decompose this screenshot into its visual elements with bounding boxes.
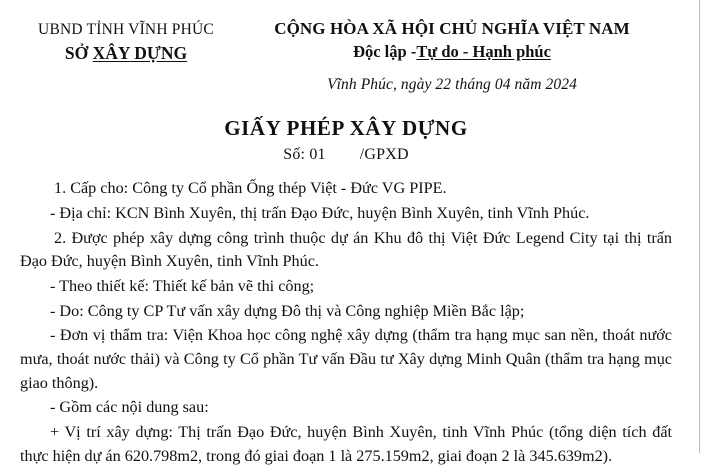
document-header: [20, 16, 672, 94]
national-title: CỘNG HÒA XÃ HỘI CHỦ NGHĨA VIỆT NAM: [274, 19, 630, 38]
national-motto: [232, 41, 672, 63]
issuing-authority-block: [20, 16, 232, 66]
place-and-date: Vĩnh Phúc, ngày 22 tháng 04 năm 2024: [327, 76, 577, 94]
motto-rest: Tự do - Hạnh phúc: [416, 42, 551, 62]
body-paragraph: 1. Cấp cho: Công ty Cổ phần Ống thép Việt - Đức VG PIPE.: [54, 179, 447, 198]
issuing-authority-province: UBND TỈNH VĨNH PHÚC: [38, 21, 214, 38]
body-paragraph: - Do: Công ty CP Tư vấn xây dựng Đô thị và Công nghiệp Miền Bắc lập;: [50, 301, 525, 320]
body-paragraph: - Theo thiết kế: Thiết kế bản vẽ thi công;: [50, 276, 315, 295]
body-paragraph: - Gồm các nội dung sau:: [50, 398, 209, 417]
motto-prefix: Độc lập -: [353, 42, 417, 62]
issuing-authority-department: [20, 42, 232, 66]
body-paragraph: - Địa chỉ: KCN Bình Xuyên, thị trấn Đạo Đức, huyện Bình Xuyên, tinh Vĩnh Phúc.: [50, 204, 590, 223]
body-paragraph: 2. Được phép xây dựng công trình thuộc dự án Khu đô thị Việt Đức Legend City tại thị trấn Đạo Đức, huyện Bình Xuyên, tinh Vĩnh Phúc.: [20, 228, 672, 271]
page-title: GIẤY PHÉP XÂY DỰNG: [224, 116, 468, 141]
department-prefix: SỞ: [64, 42, 93, 63]
document-number-suffix: /GPXD: [359, 146, 409, 164]
page-right-margin: [699, 0, 710, 453]
document-number: [20, 146, 672, 164]
document-body: [20, 177, 672, 468]
body-paragraph: + Vị trí xây dựng: Thị trấn Đạo Đức, huyện Bình Xuyên, tinh Vĩnh Phúc (tổng diện tích đất thực hiện dự án 620.798m2, trong đó giai đoạn 1 là 275.159m2, giai đoạn 2 là 345.639m2).: [20, 422, 672, 465]
document-number-value: Số: 01: [283, 146, 326, 164]
body-paragraph: - Đơn vị thẩm tra: Viện Khoa học công nghệ xây dựng (thẩm tra hạng mục san nền, thoát nước mưa, thoát nước thải) và Công ty Cổ phần Tư vấn Đầu tư Xây dựng Minh Quân (thẩm tra hạng mục giao thông).: [20, 326, 672, 392]
document-title-block: [20, 116, 672, 164]
national-heading-block: [232, 16, 672, 94]
department-name: XÂY DỰNG: [92, 42, 188, 63]
